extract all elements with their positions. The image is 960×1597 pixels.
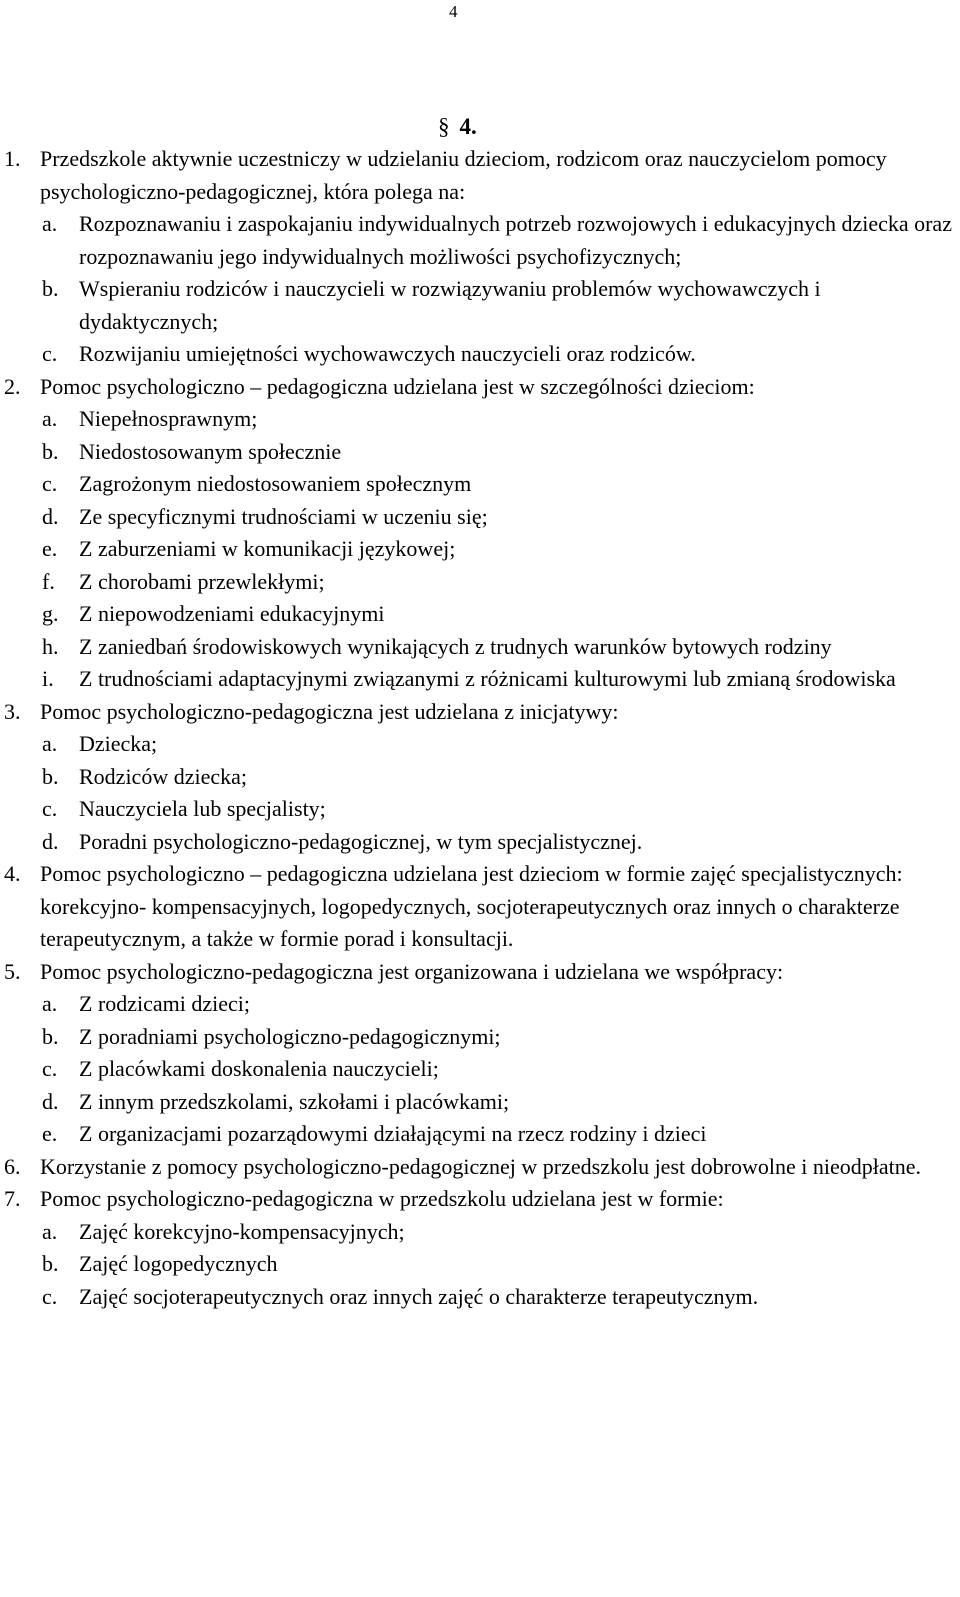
- sub-list-item: [42, 468, 954, 501]
- sub-list-item-text: Z organizacjami pozarządowymi działającymi na rzecz rodziny i dzieci: [79, 1121, 707, 1146]
- list-item-number: 1.: [4, 146, 21, 171]
- sub-list-item: [42, 436, 954, 469]
- sub-list-item-text: Rozwijaniu umiejętności wychowawczych nauczycieli oraz rodziców.: [79, 341, 696, 366]
- sub-list-item-text: Zajęć socjoterapeutycznych oraz innych zajęć o charakterze terapeutycznym.: [79, 1283, 759, 1309]
- list-item-number: 3.: [4, 698, 21, 724]
- sub-list-item-letter: c.: [42, 1056, 58, 1081]
- sub-list-item-letter: h.: [42, 633, 59, 659]
- list-item: [4, 858, 954, 956]
- sub-list-item-text: Dziecka;: [79, 731, 158, 756]
- sub-list-item-letter: c.: [42, 796, 58, 821]
- sub-list-item: [42, 631, 954, 664]
- sub-list-item-text: Z chorobami przewlekłymi;: [79, 568, 325, 594]
- sub-list-item-text: Z zaburzeniami w komunikacji językowej;: [79, 536, 456, 561]
- sub-list-item-letter: b.: [42, 763, 59, 789]
- sub-list-item: [42, 1281, 954, 1314]
- sub-list-item-letter: d.: [42, 1088, 59, 1114]
- sub-list-item-text: Zajęć korekcyjno-kompensacyjnych;: [79, 1218, 405, 1244]
- sub-list-item-letter: e.: [42, 1121, 58, 1146]
- list-item-number: 4.: [4, 861, 21, 886]
- sub-list-item-text: Z placówkami doskonalenia nauczycieli;: [79, 1056, 439, 1081]
- sub-list-item: [42, 826, 954, 859]
- sub-list-item-text: Ze specyficznymi trudnościami w uczeniu się;: [79, 503, 488, 529]
- sub-list-item: [42, 1086, 954, 1119]
- list-item: [4, 371, 954, 404]
- sub-list-item-text: Poradni psychologiczno-pedagogicznej, w tym specjalistycznej.: [79, 828, 643, 854]
- document-body: [4, 143, 954, 1313]
- sub-list-item-letter: a.: [42, 211, 58, 236]
- sub-list-item-letter: a.: [42, 1218, 58, 1244]
- sub-list-item: [42, 208, 954, 273]
- sub-list-item-text: Z zaniedbań środowiskowych wynikających z trudnych warunków bytowych rodziny: [79, 633, 832, 659]
- sub-list-item-text: Z rodzicami dzieci;: [79, 991, 251, 1016]
- sub-list-item-letter: c.: [42, 1283, 58, 1309]
- sub-list-item-letter: b.: [42, 1251, 59, 1276]
- sub-list-item-letter: a.: [42, 406, 58, 431]
- sub-list-item: [42, 1248, 954, 1281]
- sub-list-item-letter: a.: [42, 731, 58, 756]
- sub-list-item-letter: f.: [42, 568, 55, 594]
- list-item-number: 6.: [4, 1153, 21, 1179]
- sub-list-item-letter: b.: [42, 438, 59, 464]
- sub-list-item: [42, 1021, 954, 1054]
- sub-list-item-text: Z trudnościami adaptacyjnymi związanymi z różnicami kulturowymi lub zmianą środowiska: [79, 666, 896, 691]
- list-item-text: Pomoc psychologiczno – pedagogiczna udzielana jest w szczególności dzieciom:: [40, 373, 755, 399]
- sub-list-item-text: Nauczyciela lub specjalisty;: [79, 796, 326, 821]
- sub-list-item-text: Z innym przedszkolami, szkołami i placówkami;: [79, 1088, 510, 1114]
- section-number: 4.: [459, 114, 477, 139]
- sub-list-item: [42, 403, 954, 436]
- sub-list-item: [42, 793, 954, 826]
- list-item-text: Pomoc psychologiczno-pedagogiczna w przedszkolu udzielana jest w formie:: [40, 1186, 724, 1211]
- list-item-text: Pomoc psychologiczno-pedagogiczna jest organizowana i udzielana we współpracy:: [40, 958, 784, 984]
- list-item-number: 7.: [4, 1186, 21, 1211]
- list-item-text: Przedszkole aktywnie uczestniczy w udzielaniu dzieciom, rodzicom oraz nauczycielom pomocy psychologiczno-pedagogicznej, która polega na:: [40, 146, 887, 204]
- sub-list-item-text: Niepełnosprawnym;: [79, 406, 258, 431]
- list-item-number: 5.: [4, 958, 21, 984]
- sub-list-item: [42, 533, 954, 566]
- list-item-text: Pomoc psychologiczno-pedagogiczna jest udzielana z inicjatywy:: [40, 698, 619, 724]
- sub-list-item-letter: e.: [42, 536, 58, 561]
- sub-list-item-text: Wspieraniu rodziców i nauczycieli w rozwiązywaniu problemów wychowawczych i dydaktycznych;: [79, 276, 821, 334]
- page-number: 4: [449, 2, 458, 21]
- sub-list-item-letter: b.: [42, 1023, 59, 1049]
- sub-list-item: [42, 566, 954, 599]
- sub-list-item: [42, 988, 954, 1021]
- sub-list-item-text: Z niepowodzeniami edukacyjnymi: [79, 601, 385, 626]
- section-symbol: §: [438, 114, 450, 139]
- sub-list-item-letter: c.: [42, 471, 58, 496]
- sub-list-item: [42, 1118, 954, 1151]
- sub-list-item-text: Zagrożonym niedostosowaniem społecznym: [79, 471, 472, 496]
- sub-list-item: [42, 501, 954, 534]
- sub-list-item-letter: d.: [42, 503, 59, 529]
- list-item: [4, 956, 954, 989]
- list-item: [4, 1151, 954, 1184]
- sub-list-item: [42, 1216, 954, 1249]
- list-item-number: 2.: [4, 373, 21, 399]
- sub-list-item-letter: a.: [42, 991, 58, 1016]
- sub-list-item-text: Rozpoznawaniu i zaspokajaniu indywidualnych potrzeb rozwojowych i edukacyjnych dziecka oraz rozpoznawaniu jego indywidualnych możliwości psychofizycznych;: [79, 211, 952, 269]
- sub-list-item: [42, 761, 954, 794]
- list-item: [4, 1183, 954, 1216]
- sub-list-item: [42, 663, 954, 696]
- list-item-text: Pomoc psychologiczno – pedagogiczna udzielana jest dzieciom w formie zajęć specjalistycznych: korekcyjno- kompensacyjnych, logopedycznych, socjoterapeutycznych oraz innych o charakterze terapeutycznym, a także w formie porad i konsultacji.: [40, 861, 903, 951]
- list-item-text: Korzystanie z pomocy psychologiczno-pedagogicznej w przedszkolu jest dobrowolne i nieodpłatne.: [40, 1153, 921, 1179]
- sub-list-item: [42, 728, 954, 761]
- sub-list-item-text: Z poradniami psychologiczno-pedagogicznymi;: [79, 1023, 501, 1049]
- list-item: [4, 696, 954, 729]
- sub-list-item: [42, 1053, 954, 1086]
- list-item: [4, 143, 954, 208]
- sub-list-item-letter: i.: [42, 666, 54, 691]
- sub-list-item-letter: b.: [42, 276, 59, 301]
- sub-list-item: [42, 273, 954, 338]
- sub-list-item: [42, 338, 954, 371]
- section-heading: [438, 112, 477, 142]
- sub-list-item-text: Zajęć logopedycznych: [79, 1251, 278, 1276]
- sub-list-item-text: Niedostosowanym społecznie: [79, 438, 342, 464]
- sub-list-item: [42, 598, 954, 631]
- sub-list-item-letter: d.: [42, 828, 59, 854]
- sub-list-item-letter: c.: [42, 341, 58, 366]
- sub-list-item-text: Rodziców dziecka;: [79, 763, 247, 789]
- sub-list-item-letter: g.: [42, 601, 59, 626]
